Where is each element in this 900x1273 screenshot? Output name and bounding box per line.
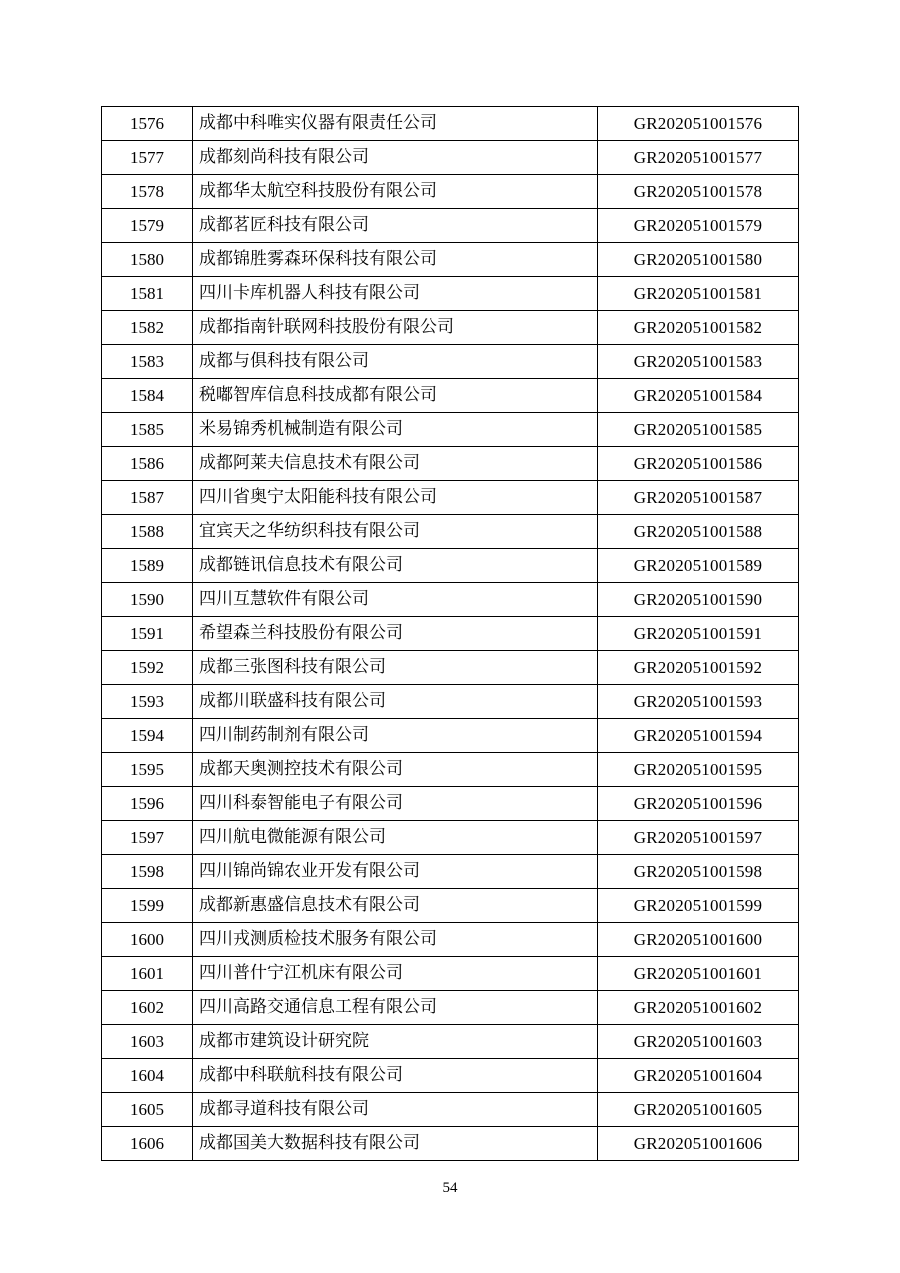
row-index: 1590: [102, 583, 193, 617]
company-name: 成都新惠盛信息技术有限公司: [193, 889, 598, 923]
table-row: [102, 107, 799, 141]
certificate-code: GR202051001595: [598, 753, 799, 787]
row-index: 1602: [102, 991, 193, 1025]
company-list-table: [101, 106, 799, 1161]
row-index: 1594: [102, 719, 193, 753]
table-row: [102, 923, 799, 957]
table-row: [102, 583, 799, 617]
table-row: [102, 345, 799, 379]
row-index: 1576: [102, 107, 193, 141]
certificate-code: GR202051001585: [598, 413, 799, 447]
table-row: [102, 515, 799, 549]
row-index: 1591: [102, 617, 193, 651]
table-row: [102, 753, 799, 787]
company-name: 成都寻道科技有限公司: [193, 1093, 598, 1127]
table-row: [102, 685, 799, 719]
row-index: 1592: [102, 651, 193, 685]
row-index: 1586: [102, 447, 193, 481]
certificate-code: GR202051001599: [598, 889, 799, 923]
company-name: 四川卡库机器人科技有限公司: [193, 277, 598, 311]
company-name: 成都阿莱夫信息技术有限公司: [193, 447, 598, 481]
company-name: 成都川联盛科技有限公司: [193, 685, 598, 719]
certificate-code: GR202051001603: [598, 1025, 799, 1059]
table-row: [102, 243, 799, 277]
row-index: 1583: [102, 345, 193, 379]
certificate-code: GR202051001597: [598, 821, 799, 855]
row-index: 1589: [102, 549, 193, 583]
certificate-code: GR202051001596: [598, 787, 799, 821]
row-index: 1599: [102, 889, 193, 923]
table-row: [102, 311, 799, 345]
certificate-code: GR202051001581: [598, 277, 799, 311]
table-row: [102, 889, 799, 923]
company-name: 成都指南针联网科技股份有限公司: [193, 311, 598, 345]
certificate-code: GR202051001576: [598, 107, 799, 141]
company-name: 成都刻尚科技有限公司: [193, 141, 598, 175]
row-index: 1585: [102, 413, 193, 447]
row-index: 1596: [102, 787, 193, 821]
company-name: 成都茗匠科技有限公司: [193, 209, 598, 243]
table-row: [102, 787, 799, 821]
company-name: 四川高路交通信息工程有限公司: [193, 991, 598, 1025]
row-index: 1588: [102, 515, 193, 549]
certificate-code: GR202051001592: [598, 651, 799, 685]
certificate-code: GR202051001587: [598, 481, 799, 515]
company-name: 成都华太航空科技股份有限公司: [193, 175, 598, 209]
row-index: 1581: [102, 277, 193, 311]
certificate-code: GR202051001594: [598, 719, 799, 753]
table-row: [102, 277, 799, 311]
company-name: 四川互慧软件有限公司: [193, 583, 598, 617]
certificate-code: GR202051001582: [598, 311, 799, 345]
page-number: 54: [442, 1180, 458, 1196]
company-name: 四川航电微能源有限公司: [193, 821, 598, 855]
company-name: 四川普什宁江机床有限公司: [193, 957, 598, 991]
table-row: [102, 413, 799, 447]
row-index: 1578: [102, 175, 193, 209]
table-row: [102, 1059, 799, 1093]
table-row: [102, 549, 799, 583]
certificate-code: GR202051001590: [598, 583, 799, 617]
row-index: 1593: [102, 685, 193, 719]
company-name: 四川制药制剂有限公司: [193, 719, 598, 753]
company-name: 四川省奥宁太阳能科技有限公司: [193, 481, 598, 515]
table-row: [102, 957, 799, 991]
row-index: 1580: [102, 243, 193, 277]
certificate-code: GR202051001578: [598, 175, 799, 209]
company-name: 税嘟智库信息科技成都有限公司: [193, 379, 598, 413]
row-index: 1606: [102, 1127, 193, 1161]
row-index: 1595: [102, 753, 193, 787]
company-name: 四川科泰智能电子有限公司: [193, 787, 598, 821]
company-name: 成都国美大数据科技有限公司: [193, 1127, 598, 1161]
table-row: [102, 141, 799, 175]
company-name: 成都中科唯实仪器有限责任公司: [193, 107, 598, 141]
certificate-code: GR202051001593: [598, 685, 799, 719]
certificate-code: GR202051001598: [598, 855, 799, 889]
table-row: [102, 719, 799, 753]
certificate-code: GR202051001589: [598, 549, 799, 583]
company-name: 成都三张图科技有限公司: [193, 651, 598, 685]
table-body: [102, 107, 799, 1161]
table-row: [102, 1093, 799, 1127]
row-index: 1582: [102, 311, 193, 345]
company-name: 米易锦秀机械制造有限公司: [193, 413, 598, 447]
certificate-code: GR202051001586: [598, 447, 799, 481]
company-name: 成都天奥测控技术有限公司: [193, 753, 598, 787]
table-row: [102, 175, 799, 209]
table-row: [102, 617, 799, 651]
table-row: [102, 1127, 799, 1161]
row-index: 1587: [102, 481, 193, 515]
table-row: [102, 821, 799, 855]
company-name: 成都与俱科技有限公司: [193, 345, 598, 379]
table-row: [102, 855, 799, 889]
row-index: 1579: [102, 209, 193, 243]
certificate-code: GR202051001584: [598, 379, 799, 413]
table-row: [102, 447, 799, 481]
row-index: 1577: [102, 141, 193, 175]
certificate-code: GR202051001601: [598, 957, 799, 991]
company-name: 成都中科联航科技有限公司: [193, 1059, 598, 1093]
certificate-code: GR202051001604: [598, 1059, 799, 1093]
row-index: 1601: [102, 957, 193, 991]
company-name: 希望森兰科技股份有限公司: [193, 617, 598, 651]
row-index: 1597: [102, 821, 193, 855]
row-index: 1603: [102, 1025, 193, 1059]
row-index: 1604: [102, 1059, 193, 1093]
certificate-code: GR202051001579: [598, 209, 799, 243]
certificate-code: GR202051001606: [598, 1127, 799, 1161]
certificate-code: GR202051001588: [598, 515, 799, 549]
row-index: 1584: [102, 379, 193, 413]
company-name: 成都链讯信息技术有限公司: [193, 549, 598, 583]
certificate-code: GR202051001591: [598, 617, 799, 651]
table-row: [102, 481, 799, 515]
company-name: 成都市建筑设计研究院: [193, 1025, 598, 1059]
table-row: [102, 651, 799, 685]
row-index: 1598: [102, 855, 193, 889]
table-row: [102, 1025, 799, 1059]
certificate-code: GR202051001577: [598, 141, 799, 175]
company-name: 四川戎测质检技术服务有限公司: [193, 923, 598, 957]
company-name: 四川锦尚锦农业开发有限公司: [193, 855, 598, 889]
certificate-code: GR202051001600: [598, 923, 799, 957]
table-row: [102, 991, 799, 1025]
certificate-code: GR202051001583: [598, 345, 799, 379]
row-index: 1605: [102, 1093, 193, 1127]
table-row: [102, 379, 799, 413]
company-name: 宜宾天之华纺织科技有限公司: [193, 515, 598, 549]
row-index: 1600: [102, 923, 193, 957]
table-row: [102, 209, 799, 243]
certificate-code: GR202051001605: [598, 1093, 799, 1127]
certificate-code: GR202051001580: [598, 243, 799, 277]
company-name: 成都锦胜雾森环保科技有限公司: [193, 243, 598, 277]
certificate-code: GR202051001602: [598, 991, 799, 1025]
